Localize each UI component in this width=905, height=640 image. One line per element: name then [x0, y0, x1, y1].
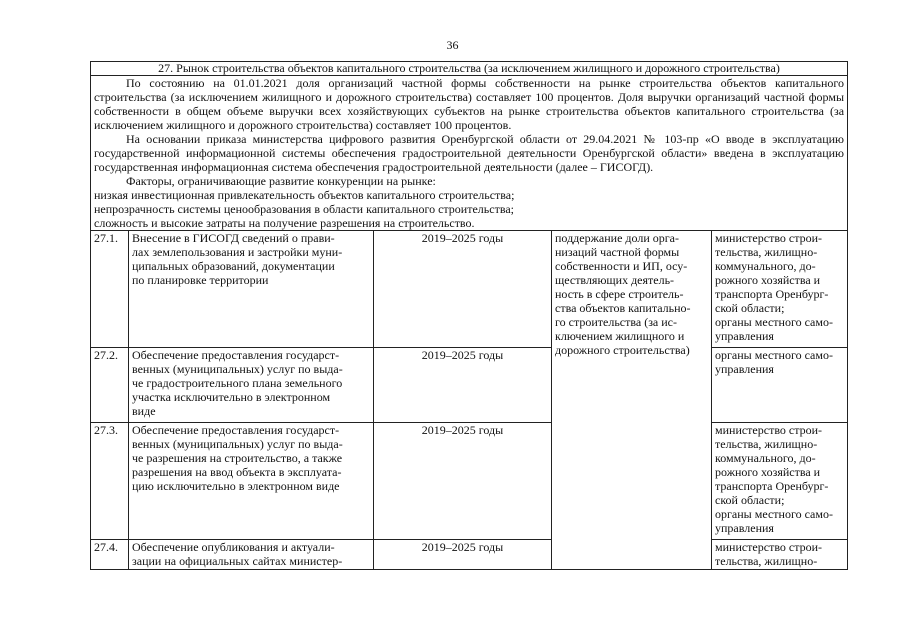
text-line: ской области;	[715, 301, 785, 315]
text-line: разрешения на ввод объекта в эксплуата-	[132, 465, 342, 479]
text-line: рожного хозяйства и	[715, 273, 821, 287]
text-line: цию исключительно в электронном виде	[132, 479, 340, 493]
measure-description	[129, 348, 374, 423]
factor-item: низкая инвестиционная привлекательность объектов капитального строительства;	[94, 188, 515, 202]
table-row	[91, 540, 848, 570]
measure-period: 2019–2025 годы	[374, 540, 552, 570]
measure-number: 27.3.	[91, 423, 129, 540]
text-line: ства объектов капитально-	[555, 301, 691, 315]
text-line: венных (муниципальных) услуг по выда-	[132, 437, 343, 451]
page-number: 36	[446, 38, 459, 52]
text-line: транспорта Оренбург-	[715, 287, 829, 301]
text-line: че разрешения на строительство, а также	[132, 451, 343, 465]
text-line: Обеспечение предоставления государст-	[132, 348, 340, 362]
text-line: рожного хозяйства и	[715, 465, 821, 479]
text-line: низаций частной формы	[555, 245, 680, 259]
factors-heading: Факторы, ограничивающие развитие конкуренции на рынке:	[126, 174, 436, 188]
text-line: управления	[715, 329, 774, 343]
measure-responsible	[712, 423, 848, 540]
table-row	[91, 231, 848, 348]
text-line: Обеспечение предоставления государст-	[132, 423, 340, 437]
text-line: тельства, жилищно-	[715, 554, 818, 568]
text-line: венных (муниципальных) услуг по выда-	[132, 362, 343, 376]
table-row	[91, 423, 848, 540]
measure-number: 27.1.	[91, 231, 129, 348]
measure-goal	[552, 231, 712, 570]
section-title-row	[91, 62, 848, 76]
measure-period: 2019–2025 годы	[374, 231, 552, 348]
text-line: ществляющих деятель-	[555, 273, 675, 287]
intro-row	[91, 76, 848, 231]
text-line: управления	[715, 362, 774, 376]
text-line: тельства, жилищно-	[715, 437, 818, 451]
text-line: транспорта Оренбург-	[715, 479, 829, 493]
text-line: дорожного строительства)	[555, 343, 690, 357]
measure-number: 27.2.	[91, 348, 129, 423]
text-line: участка исключительно в электронном	[132, 390, 331, 404]
text-line: министерство строи-	[715, 231, 823, 245]
factor-item: непрозрачность системы ценообразования в области капитального строительства;	[94, 202, 514, 216]
text-line: поддержание доли орга-	[555, 231, 680, 245]
text-line: виде	[132, 404, 156, 418]
measure-responsible	[712, 231, 848, 348]
text-line: го строительства (за ис-	[555, 315, 678, 329]
measure-responsible	[712, 540, 848, 570]
section-intro	[91, 76, 848, 231]
text-line: органы местного само-	[715, 315, 833, 329]
measure-number: 27.4.	[91, 540, 129, 570]
text-line: по планировке территории	[132, 273, 269, 287]
text-line: лах землепользования и застройки муни-	[132, 245, 343, 259]
text-line: органы местного само-	[715, 348, 833, 362]
measure-period: 2019–2025 годы	[374, 348, 552, 423]
text-line: Обеспечение опубликования и актуали-	[132, 540, 335, 554]
text-line: че градостроительного плана земельного	[132, 376, 343, 390]
text-line: коммунального, до-	[715, 451, 816, 465]
table-row	[91, 348, 848, 423]
factor-item: сложность и высокие затраты на получение разрешения на строительство.	[94, 216, 475, 230]
measure-period: 2019–2025 годы	[374, 423, 552, 540]
text-line: министерство строи-	[715, 423, 823, 437]
measure-description	[129, 540, 374, 570]
section-title: 27. Рынок строительства объектов капитального строительства (за исключением жилищного и дорожного строительства)	[91, 62, 848, 76]
text-line: управления	[715, 521, 774, 535]
measures-table	[90, 61, 848, 570]
measure-responsible	[712, 348, 848, 423]
measure-description	[129, 423, 374, 540]
text-line: ность в сфере строитель-	[555, 287, 684, 301]
text-line: тельства, жилищно-	[715, 245, 818, 259]
text-line: органы местного само-	[715, 507, 833, 521]
text-line: ской области;	[715, 493, 785, 507]
text-line: ключением жилищного и	[555, 329, 685, 343]
text-line: собственности и ИП, осу-	[555, 259, 688, 273]
text-line: Внесение в ГИСОГД сведений о прави-	[132, 231, 335, 245]
text-line: коммунального, до-	[715, 259, 816, 273]
intro-paragraph-market-share: По состоянию на 01.01.2021 доля организаций частной формы собственности на рынке строительства объектов капитального строительства (за исключением жилищного и дорожного строительства) составляет 100 процентов. Доля выручки организаций частной формы собственности в общем объеме выручки всех хозяйствующих субъектов на рынке строительства объектов капитального строительства (за исключением жилищного и дорожного строительства) составляет 100 процентов.	[94, 76, 845, 132]
text-line: зации на официальных сайтах министер-	[132, 554, 343, 568]
measure-description	[129, 231, 374, 348]
intro-paragraph-gisogd: На основании приказа министерства цифрового развития Оренбургской области от 29.04.2021 № 103-пр «О вводе в эксплуатацию государственной информационной системы обеспечения градостроительной деятельности Оренбургской области» введена в эксплуатацию государственная информационная система обеспечения градостроительной деятельности (далее – ГИСОГД).	[94, 132, 845, 174]
text-line: ципальных образований, документации	[132, 259, 335, 273]
text-line: министерство строи-	[715, 540, 823, 554]
